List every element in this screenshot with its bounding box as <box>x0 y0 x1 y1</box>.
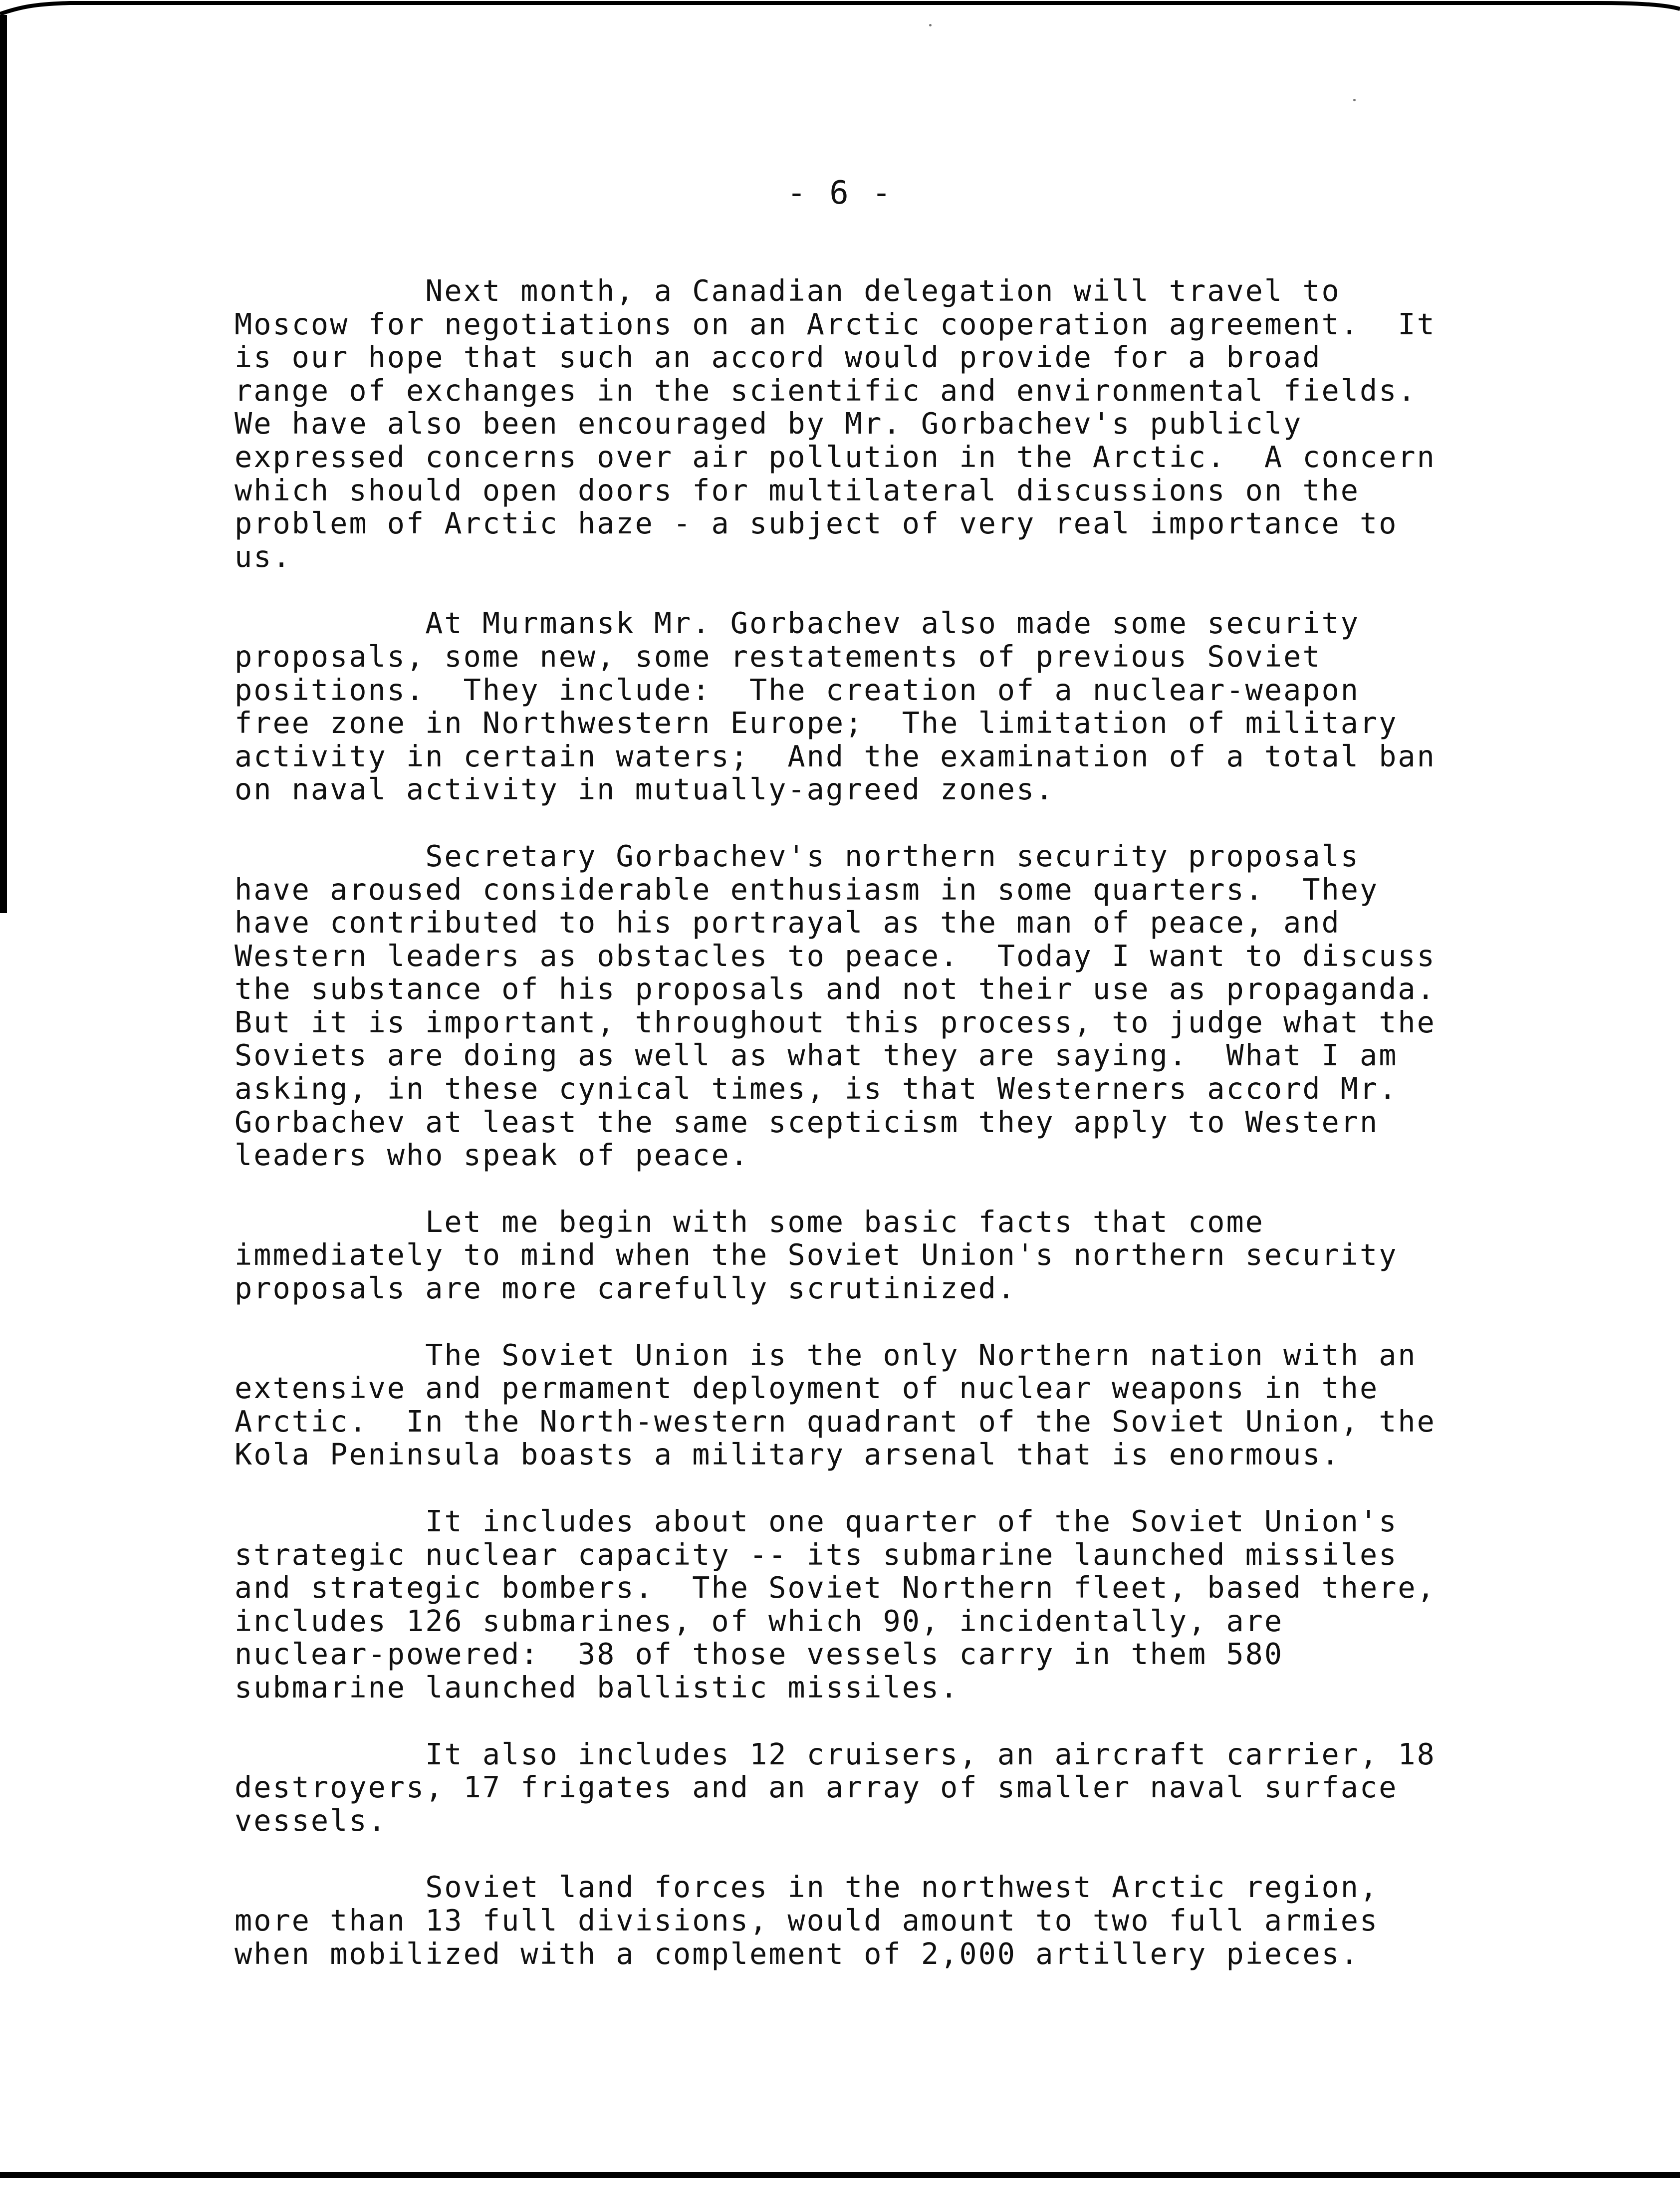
paragraph: At Murmansk Mr. Gorbachev also made some security proposals, some new, some restatements of previous Soviet positions. They include: The creation of a nuclear-weapon free zone in Northwestern Europe; The limitation of military activity in certain waters; And the examination of a total ban on naval activity in mutually-agreed zones. <box>235 606 1436 807</box>
paragraph: Next month, a Canadian delegation will travel to Moscow for negotiations on an Arctic cooperation agreement. It is our hope that such an accord would provide for a broad range of exchanges in the scientific and environmental fields. We have also been encouraged by Mr. Gorbachev's publicly expressed concerns over air pollution in the Arctic. A concern which should open doors for multilateral discussions on the problem of Arctic haze - a subject of very real importance to us. <box>235 274 1436 574</box>
page-number: - 6 - <box>787 175 893 212</box>
paragraph: Soviet land forces in the northwest Arctic region, more than 13 full divisions, would amount to two full armies when mobilized with a complement of 2,000 artillery pieces. <box>235 1870 1379 1971</box>
paragraph: Let me begin with some basic facts that come immediately to mind when the Soviet Union's northern security proposals are more carefully scrutinized. <box>235 1205 1398 1306</box>
scan-border-top <box>0 0 1680 20</box>
paragraph: The Soviet Union is the only Northern nation with an extensive and permament deployment of nuclear weapons in the Arctic. In the North-western quadrant of the Soviet Union, the Kola Peninsula boasts a military arsenal that is enormous. <box>235 1338 1436 1472</box>
paragraph: It also includes 12 cruisers, an aircraft carrier, 18 destroyers, 17 frigates and an array of smaller naval surface vessels. <box>235 1737 1436 1838</box>
scan-speck <box>1353 99 1356 101</box>
scan-speck <box>929 24 932 26</box>
scan-border-left <box>0 15 7 913</box>
paragraph: It includes about one quarter of the Soviet Union's strategic nuclear capacity -- its submarine launched missiles and strategic bombers. The Soviet Northern fleet, based there, includes 126 submarines, of which 90, incidentally, are nuclear-powered: 38 of those vessels carry in them 580 submarine launched ballistic missiles. <box>235 1504 1436 1704</box>
body-text <box>235 274 1512 2004</box>
paragraph: Secretary Gorbachev's northern security proposals have aroused considerable enthusiasm in some quarters. They have contributed to his portrayal as the man of peace, and Western leaders as obstacles to peace. Today I want to discuss the substance of his proposals and not their use as propaganda. But it is important, throughout this process, to judge what the Soviets are doing as well as what they are saying. What I am asking, in these cynical times, is that Westerners accord Mr. Gorbachev at least the same scepticism they apply to Western leaders who speak of peace. <box>235 839 1436 1173</box>
scan-border-bottom <box>0 2172 1680 2178</box>
